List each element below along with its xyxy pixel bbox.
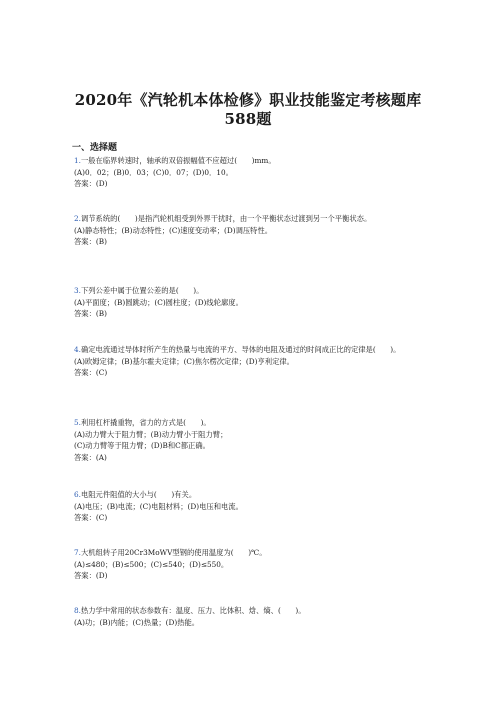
- question-number: 5.: [74, 418, 81, 427]
- question-text: 热力学中常用的状态参数有：温度、压力、比体积、焓、熵、( )。: [80, 606, 306, 615]
- question-options: (A)≤480；(B)≤500；(C)≤540；(D)≤550。: [74, 559, 229, 569]
- question-options: (A)欧姆定律；(B)基尔霍夫定律；(C)焦尔楞次定律；(D)亨利定律。: [74, 356, 294, 366]
- question-options: (C)动力臂等于阻力臂；(D)B和C都正确。: [74, 441, 210, 450]
- question-answer: 答案：(A): [74, 452, 107, 462]
- question-answer: 答案：(B): [74, 309, 107, 318]
- question-answer: 答案：(C): [74, 513, 108, 522]
- question-7: [74, 547, 434, 582]
- question-answer: 答案：(D): [74, 179, 108, 188]
- document-title: 2020年《汽轮机本体检修》职业技能鉴定考核题库: [74, 91, 422, 109]
- question-options: (A)动力臂大于阻力臂；(B)动力臂小于阻力臂；: [74, 429, 228, 439]
- question-options: (A)0．02；(B)0．03；(C)0．07；(D)0．10。: [74, 167, 233, 177]
- question-number: 4.: [74, 345, 81, 354]
- question-options: (A)平面度；(B)圆跳动；(C)圆柱度；(D)线轮廓度。: [74, 297, 243, 307]
- section-heading: 一、选择题: [72, 143, 118, 153]
- question-text: 利用杠杆撬重物，省力的方式是( )。: [80, 418, 211, 427]
- question-number: 3.: [74, 286, 81, 295]
- question-options: (A)电压；(B)电流；(C)电阻材料；(D)电压和电流。: [74, 501, 243, 511]
- question-text: 一般在临界转速时，轴承的双倍振幅值不应超过( )mm。: [80, 156, 276, 165]
- question-number: 2.: [74, 214, 81, 223]
- document-title-count: 588题: [224, 110, 272, 128]
- question-answer: 答案：(D): [74, 571, 108, 580]
- question-number: 6.: [74, 490, 81, 499]
- question-text: 下列公差中属于位置公差的是( )。: [80, 286, 204, 295]
- question-3: [74, 285, 434, 320]
- question-number: 1.: [74, 156, 81, 165]
- question-8: [74, 605, 434, 628]
- question-answer: 答案：(C): [74, 368, 108, 377]
- question-text: 调节系统的( )是指汽轮机组受到外界干扰时，由一个平衡状态过渡到另一个平衡状态。: [80, 214, 372, 223]
- question-5: [74, 417, 434, 463]
- question-answer: 答案：(B): [74, 237, 107, 246]
- question-options: (A)静态特性；(B)动态特性；(C)速度变动率；(D)调压特性。: [74, 225, 273, 235]
- question-text: 大机组转子用20Cr3MoWV型钢的使用温度为( )℃。: [80, 548, 267, 557]
- question-text: 确定电流通过导体时所产生的热量与电流的平方、导体的电阻及通过的时间成正比的定律是( )。: [80, 345, 401, 354]
- question-text: 电阻元件阻值的大小与( )有关。: [80, 490, 197, 499]
- question-4: [74, 344, 434, 379]
- question-6: [74, 489, 434, 524]
- question-options: (A)功；(B)内能；(C)热量；(D)热能。: [74, 617, 200, 627]
- question-2: [74, 213, 434, 248]
- question-number: 7.: [74, 548, 81, 557]
- question-number: 8.: [74, 606, 81, 615]
- question-1: [74, 155, 434, 190]
